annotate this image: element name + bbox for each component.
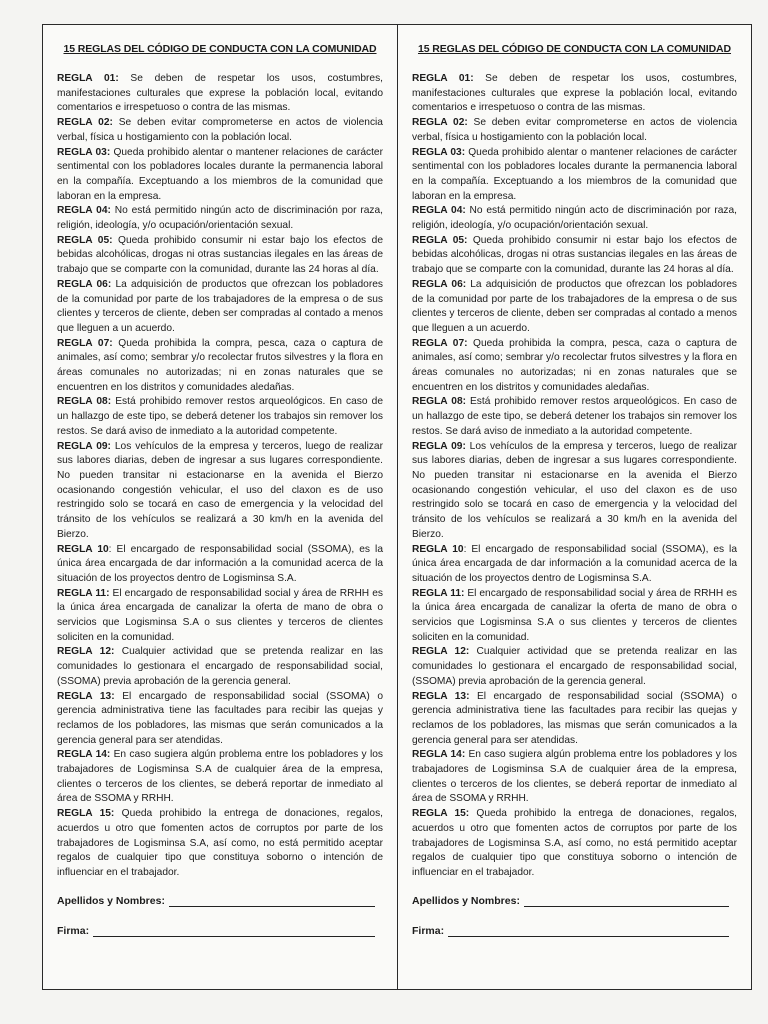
rule-label: REGLA 11: bbox=[57, 587, 110, 599]
rule-label: REGLA 15: bbox=[57, 808, 115, 820]
rule-label: REGLA 04: bbox=[57, 205, 111, 217]
rule-text: Queda prohibido consumir ni estar bajo los efectos de bebidas alcohólicas, drogas ni otras sustancias ilegales en las áreas de trabajo que se comparte con la comunidad, durante las 24 horas al día. bbox=[412, 234, 737, 276]
rule-label: REGLA 05: bbox=[412, 234, 468, 246]
signature-field[interactable] bbox=[412, 925, 737, 937]
rule-text: Cualquier actividad que se pretenda realizar en las comunidades lo gestionara el encargado de responsabilidad social, (SSOMA) previa aprobación de la gerencia general. bbox=[412, 646, 737, 687]
rule-label: REGLA 15: bbox=[412, 808, 470, 820]
rule-label: REGLA 03: bbox=[412, 146, 466, 158]
rule-label: REGLA 14: bbox=[412, 749, 466, 761]
rule-label: REGLA 04: bbox=[412, 205, 466, 217]
rule-text: La adquisición de productos que ofrezcan los pobladores de la comunidad por parte de los trabajadores de la empresa o de sus clientes y terceros de cliente, deben ser compradas al contado a menos que lleguen a un acuerdo. bbox=[412, 278, 737, 334]
rule-item bbox=[412, 748, 737, 807]
signature-field[interactable] bbox=[57, 925, 383, 937]
rule-item bbox=[412, 337, 737, 396]
rule-label: REGLA 06: bbox=[57, 278, 112, 290]
rule-label: REGLA 03: bbox=[57, 146, 111, 158]
rule-text: Queda prohibida la compra, pesca, caza o captura de animales, así como; sembrar y/o recolectar frutos silvestres y la flora en áreas comunales no autorizadas; ni en zonas naturales que se encuentren en los distritos y comunidades aledañas. bbox=[412, 337, 737, 393]
rule-label: REGLA 12: bbox=[57, 646, 115, 658]
rule-item bbox=[57, 645, 383, 689]
rule-text: La adquisición de productos que ofrezcan los pobladores de la comunidad por parte de los trabajadores de la empresa o de sus clientes y terceros de cliente, deben ser compradas al contado a menos que lleguen a un acuerdo. bbox=[57, 278, 383, 334]
rule-item bbox=[412, 72, 737, 116]
rule-text: Se deben de respetar los usos, costumbres, manifestaciones culturales que exprese la población local, evitando comentarios e irrespetuoso o contra de las mismas. bbox=[412, 73, 737, 114]
rule-text: El encargado de responsabilidad social y área de RRHH es la única área encargada de canalizar la oferta de mano de obra o servicios que Logisminsa S.A o sus clientes y terceros de clientes soliciten en la comunidad. bbox=[57, 587, 383, 643]
rule-item bbox=[412, 440, 737, 543]
rule-text: No está permitido ningún acto de discriminación por raza, religión, ideología, y/o ocupación/orientación sexual. bbox=[412, 205, 737, 232]
rule-label: REGLA 11: bbox=[412, 587, 465, 599]
rule-text: Los vehículos de la empresa y terceros, luego de realizar sus labores diarias, deben de ingresar a sus lugares correspondiente. No pueden transitar ni estacionarse en la avenida el Bierzo ocasionando congestión vehicular, el uso del claxon es de uso restringido solo se tocará en caso de emergencia y la velocidad del tránsito de los vehículos se realizará a 30 km/h en la avenida del Bierzo. bbox=[412, 440, 737, 540]
rule-text: Se deben de respetar los usos, costumbres, manifestaciones culturales que exprese la población local, evitando comentarios e irrespetuoso o contra de las mismas. bbox=[57, 73, 383, 114]
rule-item bbox=[57, 543, 383, 587]
name-field[interactable] bbox=[412, 895, 737, 907]
rule-label: REGLA 06: bbox=[412, 278, 467, 290]
rule-label: REGLA 13: bbox=[412, 690, 470, 702]
rule-item bbox=[412, 146, 737, 205]
rules-list bbox=[412, 72, 737, 881]
left-copy bbox=[43, 25, 397, 989]
signature-line[interactable] bbox=[93, 925, 375, 937]
rule-label: REGLA 09: bbox=[57, 440, 111, 452]
rule-item bbox=[57, 807, 383, 881]
rule-item bbox=[412, 645, 737, 689]
rule-text: Queda prohibido la entrega de donaciones, regalos, acuerdos u otro que fomenten actos de corruptos por parte de los trabajadores de Logisminsa S.A, así como, no está permitido aceptar regalos de cualquier tipo que constituya soborno o intención de influenciar en el trabajador. bbox=[57, 808, 384, 878]
rule-item bbox=[57, 234, 383, 278]
rule-label: REGLA 01: bbox=[412, 73, 474, 84]
rule-item bbox=[412, 395, 737, 439]
signature-label: Firma: bbox=[412, 924, 445, 937]
signature-line[interactable] bbox=[448, 925, 729, 937]
rule-label: REGLA 08: bbox=[412, 396, 467, 408]
rule-item bbox=[412, 116, 737, 145]
rule-text: Los vehículos de la empresa y terceros, luego de realizar sus labores diarias, deben de ingresar a sus lugares correspondiente. No pueden transitar ni estacionarse en la avenida el Bierzo ocasionando congestión vehicular, el uso del claxon es de uso restringido solo se tocará en caso de emergencia y la velocidad del tránsito de los vehículos se realizará a 30 km/h en la avenida del Bierzo. bbox=[57, 440, 383, 540]
rule-label: REGLA 02: bbox=[57, 117, 113, 129]
rule-item bbox=[57, 204, 383, 233]
rule-text: Queda prohibido consumir ni estar bajo los efectos de bebidas alcohólicas, drogas ni otras sustancias ilegales en las áreas de trabajo que se comparte con la comunidad, durante las 24 horas al día. bbox=[57, 234, 383, 276]
rule-text: Está prohibido remover restos arqueológicos. En caso de un hallazgo de este tipo, se deberá detener los trabajos sin remover los restos. Se dará aviso de inmediato a la autoridad competente. bbox=[412, 396, 737, 437]
rule-item bbox=[412, 204, 737, 233]
name-line[interactable] bbox=[169, 895, 375, 907]
rule-item bbox=[57, 748, 383, 807]
rule-label: REGLA 08: bbox=[57, 396, 112, 408]
rule-text: Queda prohibido la entrega de donaciones, regalos, acuerdos u otro que fomenten actos de corruptos por parte de los trabajadores de Logisminsa S.A, así como, no está permitido aceptar regalos de cualquier tipo que constituya soborno o intención de influenciar en el trabajador. bbox=[412, 808, 738, 878]
rule-text: Queda prohibido alentar o mantener relaciones de carácter sentimental con los pobladores locales durante la permanencia laboral en la compañía. Exceptuando a los miembros de la comunidad que laboran en la empresa. bbox=[412, 146, 737, 202]
rule-label: REGLA 13: bbox=[57, 690, 115, 702]
rule-text: No está permitido ningún acto de discriminación por raza, religión, ideología, y/o ocupación/orientación sexual. bbox=[57, 205, 383, 232]
document-title: 15 REGLAS DEL CÓDIGO DE CONDUCTA CON LA COMUNIDAD bbox=[63, 43, 377, 55]
signature-label: Firma: bbox=[57, 924, 90, 937]
name-line[interactable] bbox=[524, 895, 729, 907]
rule-label: REGLA 14: bbox=[57, 749, 111, 761]
rule-text: El encargado de responsabilidad social (SSOMA) o gerencia administrativa tiene las facultades para recibir las quejas y reclamos de los pobladores, las mismas que serán comunicados a la gerencia general para ser atendidas. bbox=[412, 690, 737, 746]
rule-text: En caso sugiera algún problema entre los pobladores y los trabajadores de Logisminsa S.A de cualquier área de la empresa, clientes o terceros de los clientes, se deberá reportar de inmediato al área de SSOMA y RRHH. bbox=[412, 749, 737, 805]
rule-item bbox=[57, 337, 383, 396]
rule-item bbox=[412, 234, 737, 278]
rule-label: REGLA 02: bbox=[412, 117, 468, 129]
right-copy bbox=[397, 25, 751, 989]
rule-item bbox=[412, 543, 737, 587]
rule-item bbox=[412, 807, 737, 881]
rule-item bbox=[57, 146, 383, 205]
rules-list bbox=[57, 72, 383, 881]
rule-text: El encargado de responsabilidad social y área de RRHH es la única área encargada de canalizar la oferta de mano de obra o servicios que Logisminsa S.A o sus clientes y terceros de clientes soliciten en la comunidad. bbox=[412, 587, 737, 643]
rule-item bbox=[57, 72, 383, 116]
rule-text: Se deben evitar comprometerse en actos de violencia verbal, física u hostigamiento con la población local. bbox=[412, 117, 737, 143]
rule-item bbox=[57, 395, 383, 439]
rule-label: REGLA 10 bbox=[412, 543, 464, 555]
name-label: Apellidos y Nombres: bbox=[57, 894, 165, 907]
rule-text: : El encargado de responsabilidad social (SSOMA), es la única área encargada de dar información a la comunidad acerca de la situación de los proyectos dentro de Logisminsa S.A. bbox=[412, 543, 737, 584]
name-label: Apellidos y Nombres: bbox=[412, 894, 520, 907]
rule-item bbox=[412, 278, 737, 337]
rule-item bbox=[57, 690, 383, 749]
rule-item bbox=[57, 278, 383, 337]
rule-text: En caso sugiera algún problema entre los pobladores y los trabajadores de Logisminsa S.A de cualquier área de la empresa, clientes o terceros de los clientes, se deberá reportar de inmediato al área de SSOMA y RRHH. bbox=[57, 749, 383, 805]
rule-text: Está prohibido remover restos arqueológicos. En caso de un hallazgo de este tipo, se deberá detener los trabajos sin remover los restos. Se dará aviso de inmediato a la autoridad competente. bbox=[57, 396, 383, 437]
rule-label: REGLA 07: bbox=[57, 337, 113, 349]
rule-label: REGLA 05: bbox=[57, 234, 113, 246]
rule-text: Cualquier actividad que se pretenda realizar en las comunidades lo gestionara el encargado de responsabilidad social, (SSOMA) previa aprobación de la gerencia general. bbox=[57, 646, 383, 687]
rule-text: Queda prohibida la compra, pesca, caza o captura de animales, así como; sembrar y/o recolectar frutos silvestres y la flora en áreas comunales no autorizadas; ni en zonas naturales que se encuentren en los distritos y comunidades aledañas. bbox=[57, 337, 384, 393]
rule-label: REGLA 09: bbox=[412, 440, 466, 452]
rule-item bbox=[412, 587, 737, 646]
rule-label: REGLA 12: bbox=[412, 646, 470, 658]
rule-label: REGLA 07: bbox=[412, 337, 468, 349]
document-sheet bbox=[42, 24, 752, 990]
rule-text: Queda prohibido alentar o mantener relaciones de carácter sentimental con los pobladores locales durante la permanencia laboral en la compañía. Exceptuando a los miembros de la comunidad que laboran en la empresa. bbox=[57, 146, 383, 202]
rule-label: REGLA 01: bbox=[57, 73, 119, 84]
rule-text: : El encargado de responsabilidad social (SSOMA), es la única área encargada de dar información a la comunidad acerca de la situación de los proyectos dentro de Logisminsa S.A. bbox=[57, 543, 383, 584]
rule-label: REGLA 10 bbox=[57, 543, 109, 555]
rule-item bbox=[57, 440, 383, 543]
rule-item bbox=[57, 587, 383, 646]
rule-text: Se deben evitar comprometerse en actos de violencia verbal, física u hostigamiento con la población local. bbox=[57, 117, 383, 143]
rule-item bbox=[412, 690, 737, 749]
rule-text: El encargado de responsabilidad social (SSOMA) o gerencia administrativa tiene las facultades para recibir las quejas y reclamos de los pobladores, las mismas que serán comunicados a la gerencia general para ser atendidas. bbox=[57, 690, 383, 746]
rule-item bbox=[57, 116, 383, 145]
name-field[interactable] bbox=[57, 895, 383, 907]
document-title: 15 REGLAS DEL CÓDIGO DE CONDUCTA CON LA COMUNIDAD bbox=[417, 43, 732, 55]
